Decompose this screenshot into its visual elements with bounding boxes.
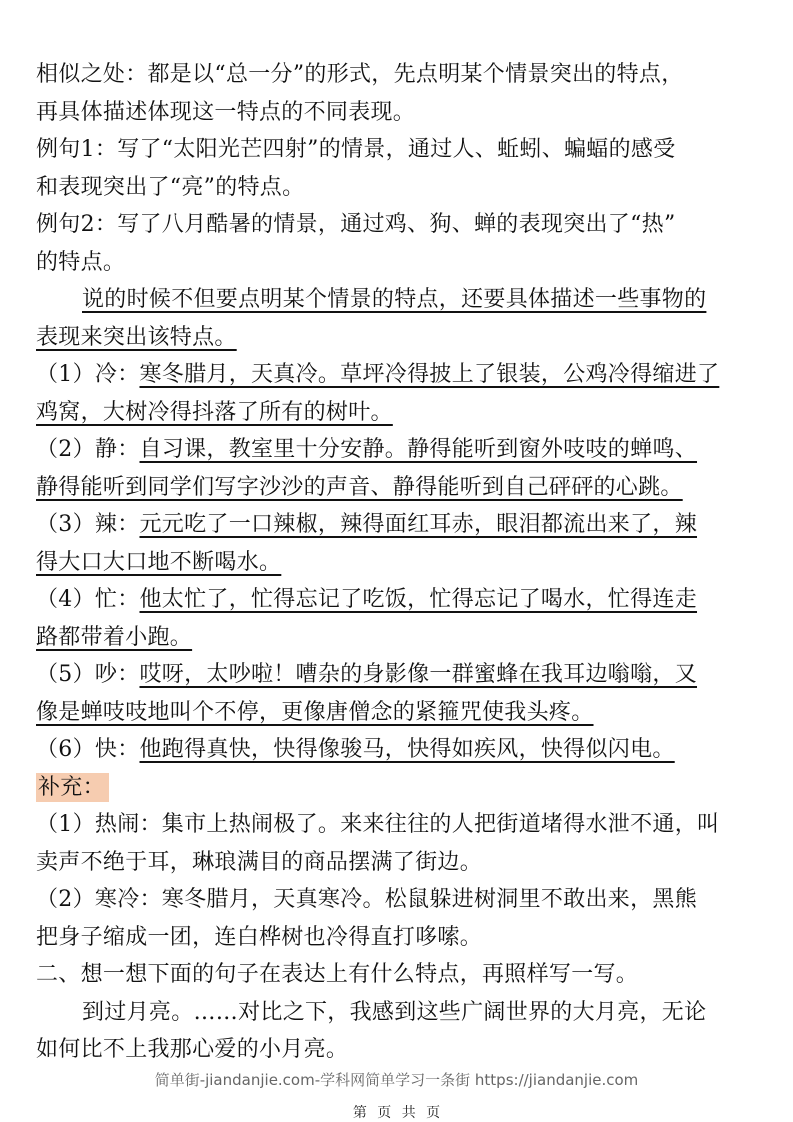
- text-line: [36, 56, 760, 94]
- line-text: 卖声不绝于耳，琳琅满目的商品摆满了街边。: [36, 849, 483, 875]
- line-text: 和表现突出了“亮”的特点。: [36, 174, 305, 200]
- text-line: [36, 281, 760, 319]
- underlined-text: 得大口大口地不断喝水。: [36, 549, 282, 575]
- supplement-heading: [36, 769, 760, 807]
- example-label: （2）静：: [36, 437, 140, 462]
- underlined-text: 鸡窝，大树冷得抖落了所有的树叶。: [36, 399, 393, 425]
- line-text: 的特点。: [36, 249, 126, 275]
- example-line: [36, 581, 760, 619]
- underlined-text: 寒冬腊月，天真冷。草坪冷得披上了银装，公鸡冷得缩进了: [139, 362, 720, 387]
- text-line: [36, 994, 760, 1032]
- example-label: （5）吵：: [36, 662, 140, 687]
- text-line: [36, 244, 760, 282]
- section-heading: [36, 956, 760, 994]
- document-body: [36, 56, 760, 1069]
- underlined-text: 元元吃了一口辣椒，辣得面红耳赤，眼泪都流出来了，辣: [139, 512, 698, 537]
- footer-site-text: 简单街-jiandanjie.com-学科网简单学习一条街 https://jiandanjie.com: [154, 1071, 639, 1089]
- line-text: 相似之处：都是以“总一分”的形式，先点明某个情景突出的特点，: [36, 62, 684, 87]
- text-line: [36, 619, 760, 657]
- text-line: [36, 806, 760, 844]
- line-text: 二、想一想下面的句子在表达上有什么特点，再照样写一写。: [36, 962, 639, 987]
- example-label: （3）辣：: [36, 512, 140, 537]
- example-line: [36, 356, 760, 394]
- line-text: 如何比不上我那心爱的小月亮。: [36, 1037, 349, 1062]
- example-label: （1）冷：: [36, 362, 140, 387]
- text-line: [36, 881, 760, 919]
- line-text: 例句2：写了八月酷暑的情景，通过鸡、狗、蝉的表现突出了“热”: [36, 212, 676, 237]
- example-line: [36, 431, 760, 469]
- underlined-text: 哎呀，太吵啦！嘈杂的身影像一群蜜蜂在我耳边嗡嗡，又: [139, 662, 698, 687]
- underlined-text: 他跑得真快，快得像骏马，快得如疾风，快得似闪电。: [139, 737, 675, 762]
- line-text: 到过月亮。……对比之下，我感到这些广阔世界的大月亮，无论: [82, 999, 707, 1025]
- highlighted-label: 补充：: [36, 773, 109, 802]
- text-line: [36, 919, 760, 957]
- line-text: 再具体描述体现这一特点的不同表现。: [36, 99, 416, 125]
- underlined-text: 他太忙了，忙得忘记了吃饭，忙得忘记了喝水，忙得连走: [139, 587, 698, 612]
- text-line: [36, 694, 760, 732]
- example-label: （4）忙：: [36, 587, 140, 612]
- text-line: [36, 94, 760, 132]
- text-line: [36, 131, 760, 169]
- example-label: （6）快：: [36, 737, 140, 762]
- underlined-text: 像是蝉吱吱地叫个不停，更像唐僧念的紧箍咒使我头疼。: [36, 699, 594, 725]
- text-line: [36, 544, 760, 582]
- line-text: 把身子缩成一团，连白桦树也冷得直打哆嗦。: [36, 924, 483, 950]
- line-text: 例句1：写了“太阳光芒四射”的情景，通过人、蚯蚓、蝙蝠的感受: [36, 137, 676, 162]
- text-line: [36, 206, 760, 244]
- text-line: [36, 1031, 760, 1069]
- underlined-text: 路都带着小跑。: [36, 624, 193, 650]
- text-line: [36, 469, 760, 507]
- underlined-text: 自习课，教室里十分安静。静得能听到窗外吱吱的蝉鸣、: [139, 437, 698, 462]
- text-line: [36, 169, 760, 207]
- line-text: （2）寒冷：寒冬腊月，天真寒冷。松鼠躲进树洞里不敢出来，黑熊: [36, 887, 697, 912]
- text-line: [36, 844, 760, 882]
- underlined-text: 表现来突出该特点。: [36, 324, 237, 350]
- line-text: （1）热闹：集市上热闹极了。来来往往的人把街道堵得水泄不通，叫: [36, 812, 720, 837]
- underlined-text: 静得能听到同学们写字沙沙的声音、静得能听到自己砰砰的心跳。: [36, 474, 683, 500]
- example-line: [36, 506, 760, 544]
- underlined-text: 说的时候不但要点明某个情景的特点，还要具体描述一些事物的: [82, 287, 707, 312]
- footer-page-label: 第 页 共 页: [352, 1105, 441, 1121]
- example-line: [36, 656, 760, 694]
- example-line: [36, 731, 760, 769]
- text-line: [36, 394, 760, 432]
- text-line: [36, 319, 760, 357]
